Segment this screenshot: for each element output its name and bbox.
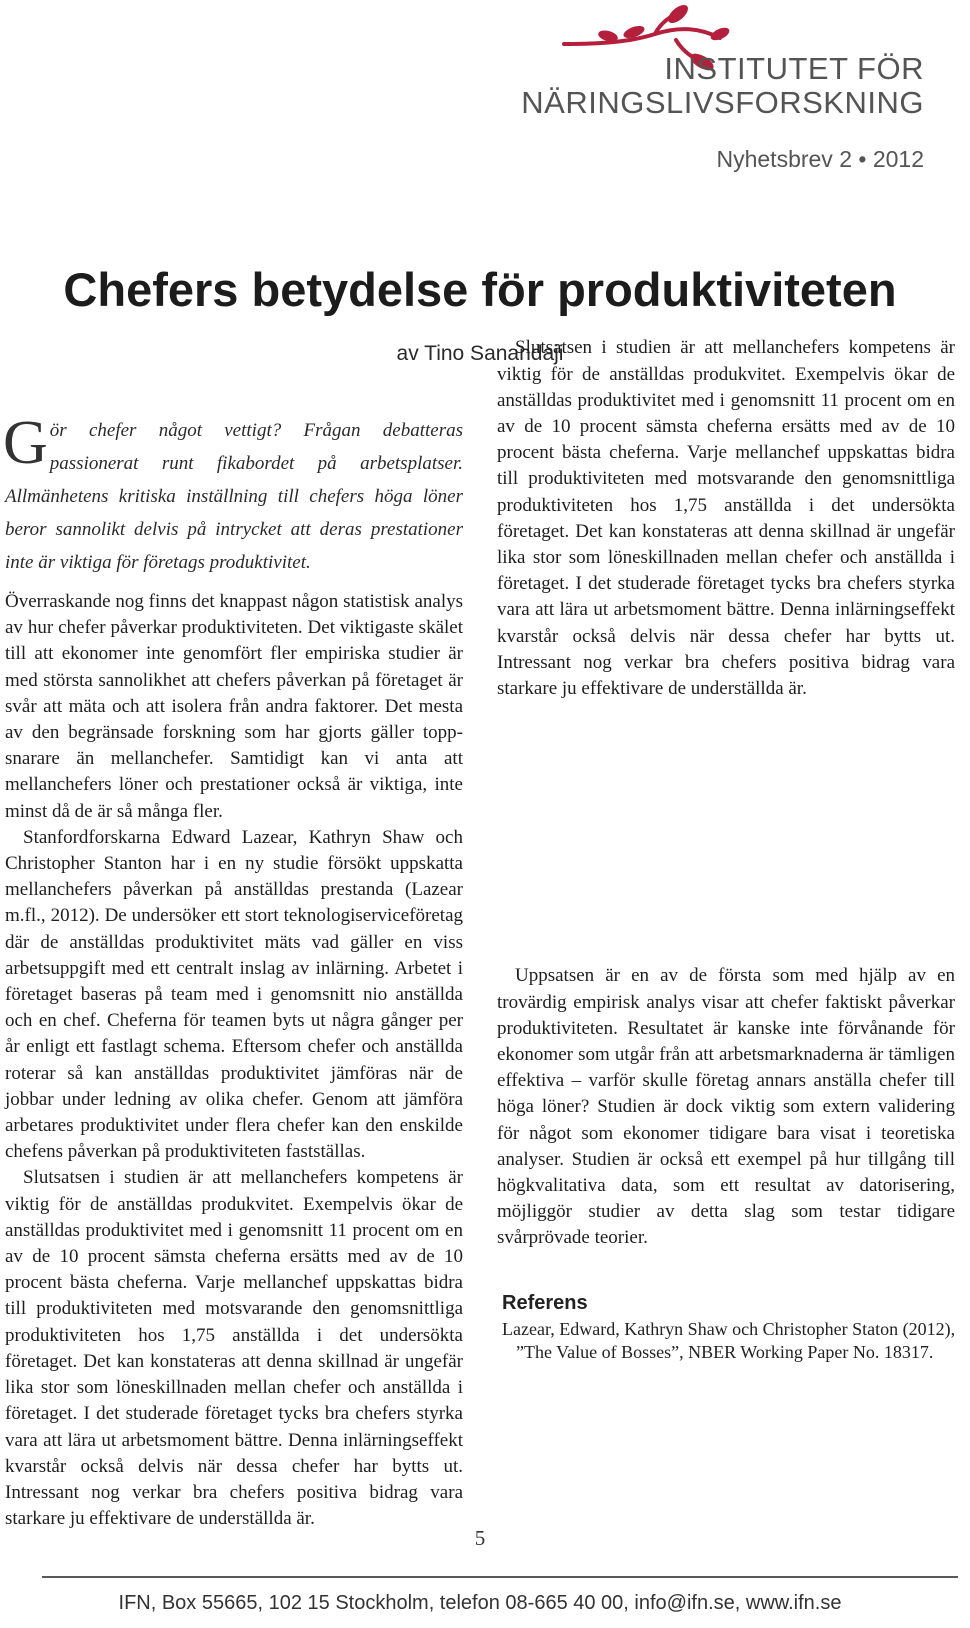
body-paragraph: Överraskande nog finns det knappast någon statistisk analys av hur chefer påverkar produktiviteten. Det viktigaste skälet till att ekonomer inte genomfört fler empiriska studier är med största sannolikhet att chefers påverkan på företaget är svår att mäta och att isolera från andra faktorer. Det mesta av den begränsade forskning som har gjorts gäller topp- snarare än mellanchefer. Samtidigt kan vi anta att mellanchefers löner och prestationer också är viktiga, inte minst då de är så många fler.	[5, 591, 463, 822]
references-heading: Referens	[502, 1292, 588, 1314]
body-paragraph: Stanfordforskarna Edward Lazear, Kathryn Shaw och Christopher Stanton har i en ny studie försökt uppskatta mellanchefers påverkan på anställdas prestanda (Lazear m.fl., 2012). De undersöker ett stort teknologiserviceföretag där de anställdas produktivitet mäts vad gäller en viss arbetsuppgift med ett centralt inslag av inlärning. Arbetet i företaget baseras på team med i genomsnitt nio anställda och en chef. Cheferna för teamen byts ut några gånger per år enligt ett fastlagt schema. Eftersom chefer och anställda roterar så kan anställdas produktivitet jämföras när de jobbar under ledning av olika chefer. Genom att jämföra arbetares produktivitet under flera chefer kan den enskilde chefens påverkan på produktiviteten fastställas.	[5, 826, 463, 1163]
footer-divider	[42, 1576, 958, 1578]
intro-text: ör chefer något vettigt? Frågan debatteras passionerat runt fikabordet på arbetsplatser. Allmänhetens kritiska inställning till chefers höga löner beror sannolikt delvis på intrycket att deras prestationer inte är viktiga för företags produktivitet.	[5, 420, 463, 573]
body-paragraph: Uppsatsen är en av de första som med hjälp av en trovärdig empirisk analys visar att chefer faktiskt påverkar produktiviteten. Resultatet är kanske inte förvånande för ekonomer som utgår från att arbetsmarknaderna är tämligen effektiva – varför skulle företag annars anställa chefer till höga löner? Studien är dock viktig som extern validering för något som ekonomer tidigare bara visat i teoretiska analyser. Studien är också ett exempel på hur tillgång till högkvalitativa data, som ett resultat av datorisering, möjliggör studier av detta slag som testar tidigare svårprövade teorier.	[497, 965, 955, 1249]
reference-entry: Lazear, Edward, Kathryn Shaw och Christopher Staton (2012), ”The Value of Bosses”, NBER Working Paper No. 18317.	[502, 1319, 956, 1362]
org-name-line1: INSTITUTET FÖR	[664, 51, 924, 86]
footer-contact: IFN, Box 55665, 102 15 Stockholm, telefon 08-665 40 00, info@ifn.se, www.ifn.se	[118, 1592, 842, 1614]
text-column-right	[497, 337, 955, 1252]
organization-name	[521, 52, 924, 120]
newsletter-issue: Nyhetsbrev 2 • 2012	[716, 146, 924, 172]
org-name-line2: NÄRINGSLIVSFORSKNING	[521, 85, 924, 120]
drop-cap: G	[3, 409, 48, 477]
body-paragraph-continued: Slutsatsen i studien är att mellanchefers kompetens är viktig för de anställdas produkvitet. Exempelvis ökar de anställdas produktivitet med i genomsnitt 11 procent om en av de 10 procent sämsta cheferna ersätts med av de 10 procent bästa cheferna. Varje mellanchef uppskattas bidra till produktiviteten med motsvarande den genomsnittliga produktiviteten hos 1,75 anställda i det undersökta företaget. Det kan konstateras att denna skillnad är ungefär lika stor som löneskillnaden mellan chefer och anställda i företaget. I det studerade företaget tycks bra chefers styrka vara att lära ut arbetsmoment bättre. Denna inlärningseffekt kvarstår också delvis när dessa chefer har bytts ut. Intressant nog verkar bra chefers positiva bidrag vara starkare ju effektivare de underställda är.	[497, 337, 955, 700]
page-number: 5	[474, 1526, 486, 1550]
text-column-left	[3, 409, 463, 1530]
intro-paragraph	[3, 409, 463, 579]
article-author: av Tino Sanandaji	[396, 342, 564, 365]
body-paragraph: Slutsatsen i studien är att mellanchefers kompetens är viktig för de anställdas produkvitet. Exempelvis ökar de anställdas produktivitet med i genomsnitt 11 procent om en av de 10 procent sämsta cheferna ersätts med av de 10 procent bästa cheferna. Varje mellanchef uppskattas bidra till produktiviteten med motsvarande den genomsnittliga produktiviteten hos 1,75 anställda i det undersökta företaget. Det kan konstateras att denna skillnad är ungefär lika stor som löneskillnaden mellan chefer och anställda i företaget. I det studerade företaget tycks bra chefers styrka vara att lära ut arbetsmoment bättre. Denna inlärningseffekt kvarstår också delvis när dessa chefer har bytts ut. Intressant nog verkar bra chefers positiva bidrag vara starkare ju effektivare de underställda är.	[5, 1167, 463, 1530]
article-title: Chefers betydelse för produktiviteten	[63, 263, 897, 316]
